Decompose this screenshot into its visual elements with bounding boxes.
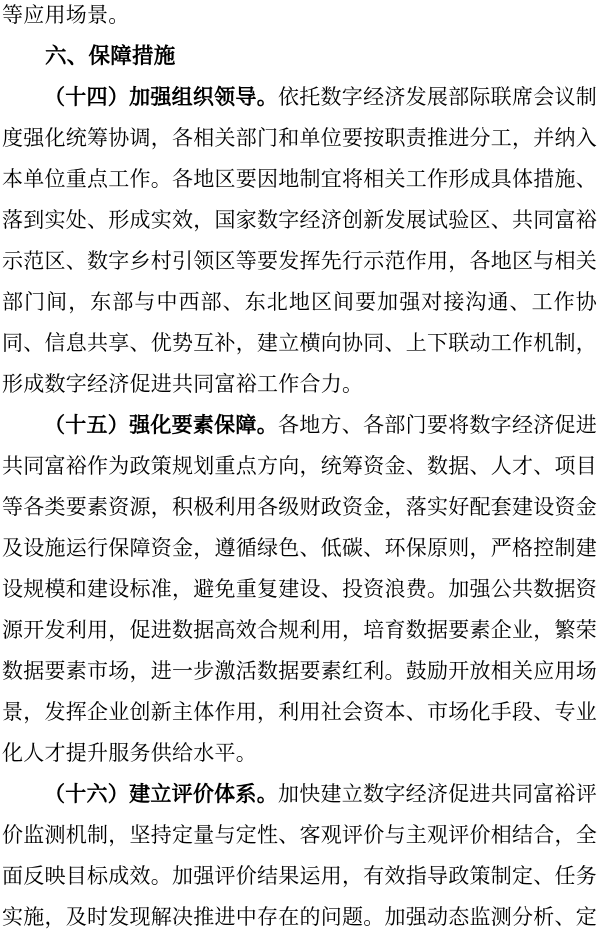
paragraph-continuation: 等应用场景。 [2, 3, 130, 27]
paragraph [2, 405, 597, 774]
paragraph-lead: （十六）建立评价体系。 [44, 782, 278, 806]
paragraph-lead: （十四）加强组织领导。 [44, 85, 278, 109]
paragraph-body: 加快建立数字经济促进共同富裕评价监测机制，坚持定量与定性、客观评价与主观评价相结合，全面反映目标成效。加强评价结果运用，有效指导政策制定、任务实施，及时发现解决推进中存在的问题。加强动态监测分析、定 [2, 782, 598, 929]
paragraph-body: 各地方、各部门要将数字经济促进共同富裕作为政策规划重点方向，统筹资金、数据、人才、项目等各类要素资源，积极利用各级财政资金，落实好配套建设资金及设施运行保障资金，遵循绿色、低碳、环保原则，严格控制建设规模和建设标准，避免重复建设、投资浪费。加强公共数据资源开发利用，促进数据高效合规利用，培育数据要素企业，繁荣数据要素市场，进一步激活数据要素红利。鼓励开放相关应用场景，发挥企业创新主体作用，利用社会资本、市场化手段、专业化人才提升服务供给水平。 [2, 413, 598, 765]
paragraph-lead: （十五）强化要素保障。 [44, 413, 278, 437]
paragraph [2, 774, 597, 933]
paragraph [2, 77, 597, 405]
section-heading: 六、保障措施 [45, 44, 176, 68]
paragraph-body: 依托数字经济发展部际联席会议制度强化统筹协调，各相关部门和单位要按职责推进分工，并纳入本单位重点工作。各地区要因地制宜将相关工作形成具体措施、落到实处、形成实效，国家数字经济创新发展试验区、共同富裕示范区、数字乡村引领区等要发挥先行示范作用，各地区与相关部门间，东部与中西部、东北地区间要加强对接沟通、工作协同、信息共享、优势互补，建立横向协同、上下联动工作机制，形成数字经济促进共同富裕工作合力。 [2, 85, 598, 396]
